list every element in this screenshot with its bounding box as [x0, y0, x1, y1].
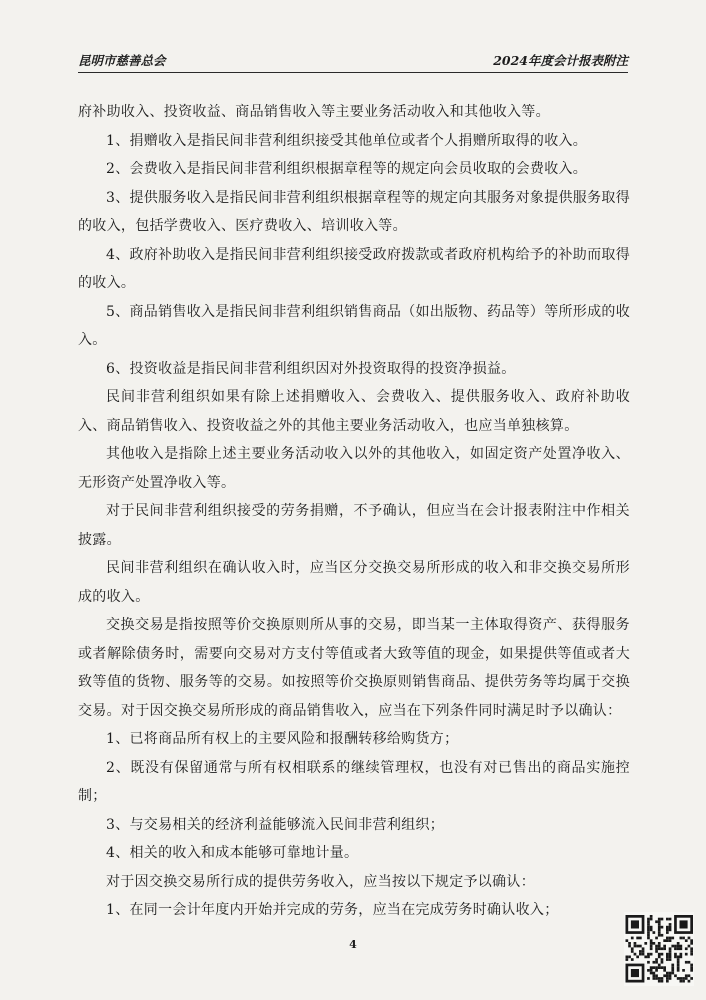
paragraph: 府补助收入、投资收益、商品销售收入等主要业务活动收入和其他收入等。	[78, 104, 550, 120]
paragraph: 3、与交易相关的经济利益能够流入民间非营利组织；	[106, 816, 445, 833]
body-text	[78, 98, 630, 925]
paragraph: 3、提供服务收入是指民间非营利组织根据章程等的规定向其服务对象提供服务取得的收入，包括学费收入、医疗费收入、培训收入等。	[78, 189, 631, 234]
paragraph: 1、已将商品所有权上的主要风险和报酬转移给购货方；	[106, 731, 459, 747]
paragraph: 民间非营利组织如果有除上述捐赠收入、会费收入、提供服务收入、政府补助收入、商品销售收入、投资收益之外的其他主要业务活动收入，也应当单独核算。	[78, 389, 630, 434]
paragraph: 2、既没有保留通常与所有权相联系的继续管理权，也没有对已售出的商品实施控制；	[78, 759, 630, 804]
paragraph: 6、投资收益是指民间非营利组织因对外投资取得的投资净损益。	[106, 360, 516, 377]
paragraph: 4、相关的收入和成本能够可靠地计量。	[106, 845, 359, 861]
paragraph: 对于因交换交易所行成的提供劳务收入，应当按以下规定予以确认：	[106, 873, 535, 890]
paragraph: 2、会费收入是指民间非营利组织根据章程等的规定向会员收取的会费收入。	[106, 161, 588, 177]
paragraph: 4、政府补助收入是指民间非营利组织接受政府拨款或者政府机构给予的补助而取得的收入。	[78, 246, 631, 291]
paragraph: 民间非营利组织在确认收入时，应当区分交换交易所形成的收入和非交换交易所形成的收入。	[78, 560, 630, 605]
paragraph: 5、商品销售收入是指民间非营利组织销售商品（如出版物、药品等）等所形成的收入。	[78, 303, 631, 348]
page-number: 4	[349, 938, 357, 951]
qr-code-icon	[624, 912, 694, 986]
paragraph: 其他收入是指除上述主要业务活动收入以外的其他收入，如固定资产处置净收入、无形资产处置净收入等。	[78, 446, 630, 491]
paragraph: 对于民间非营利组织接受的劳务捐赠，不予确认，但应当在会计报表附注中作相关披露。	[78, 503, 630, 548]
page-header	[78, 52, 628, 73]
paragraph: 1、捐赠收入是指民间非营利组织接受其他单位或者个人捐赠所取得的收入。	[106, 132, 588, 149]
header-organization: 昆明市慈善总会	[78, 53, 166, 68]
paragraph: 交换交易是指按照等价交换原则所从事的交易，即当某一主体取得资产、获得服务或者解除债务时，需要向交易对方支付等值或者大致等值的现金，如果提供等值或者大致等值的货物、服务等的交易。如按照等价交换原则销售商品、提供劳务等均属于交换交易。对于因交换交易所形成的商品销售收入，应当在下列条件同时满足时予以确认：	[78, 617, 630, 719]
paragraph: 1、在同一会计年度内开始并完成的劳务，应当在完成劳务时确认收入；	[106, 902, 559, 918]
header-report-title: 2024年度会计报表附注	[493, 53, 628, 68]
